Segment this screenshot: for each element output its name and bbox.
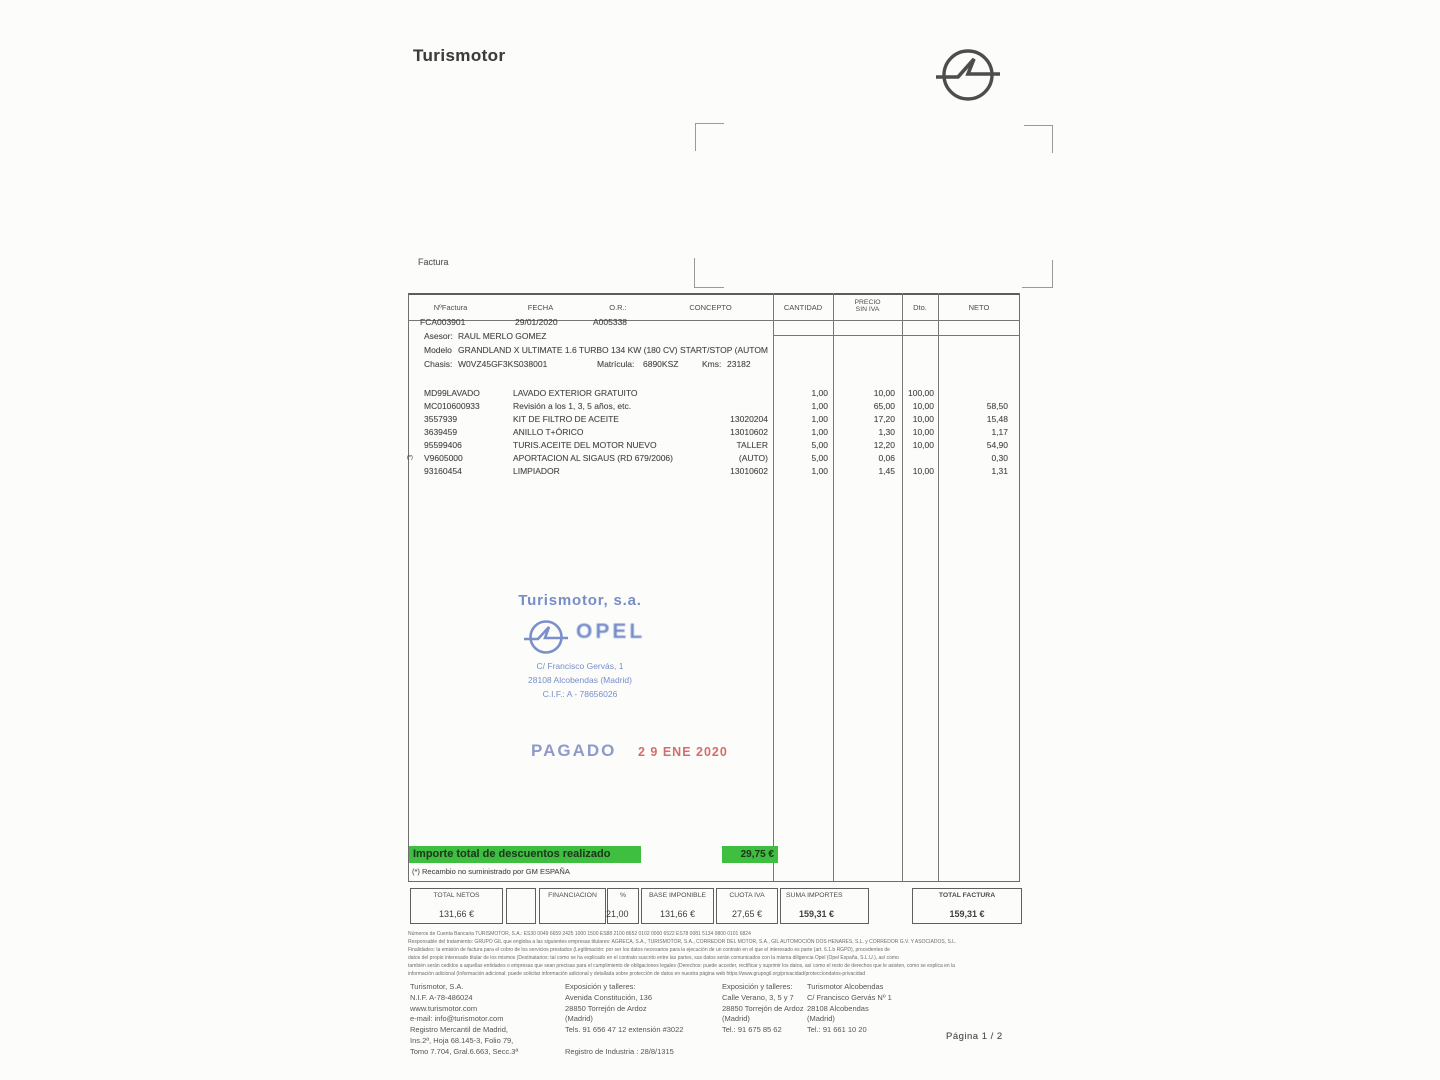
table-row — [0, 440, 1030, 452]
total-netos-value: 131,66 € — [438, 909, 475, 919]
line-desc: LAVADO EXTERIOR GRATUITO — [513, 388, 638, 398]
line-ref: 93160454 — [424, 466, 462, 476]
legal-line: Finalidades: la emisión de factura para el cobro de los servicios prestados (Legitimación: por ser los datos necesarios para la ejecución de un contrato en el que el interesado es parte (art. 6.1.b RGPD), procedentes de — [408, 947, 890, 953]
line-code: 13020204 — [730, 414, 768, 424]
line-discount: 10,00 — [912, 401, 934, 411]
empty-total-box — [506, 888, 536, 924]
footer-line: (Madrid) — [565, 1014, 593, 1024]
suma-importes-value: 159,31 € — [799, 909, 835, 919]
dealer-stamp-address-line1: C/ Francisco Gervás, 1 — [536, 661, 624, 671]
footer-line: 28108 Alcobendas — [807, 1003, 869, 1013]
col-header-dto: Dto. — [913, 303, 927, 312]
table-row — [0, 466, 1030, 478]
line-code: 13010602 — [730, 466, 768, 476]
line-price: 65,00 — [873, 401, 895, 411]
crop-mark-mid-left-icon — [694, 258, 724, 288]
col-header-precio-line2: SIN IVA — [855, 306, 880, 313]
col-header-fecha: FECHA — [527, 303, 554, 312]
footer-line: Registro de Industria : 28/8/1315 — [565, 1046, 674, 1056]
line-ref: MD99LAVADO — [424, 388, 480, 398]
line-price: 1,30 — [878, 427, 895, 437]
line-discount: 10,00 — [912, 427, 934, 437]
col-header-num-factura: NºFactura — [433, 303, 468, 312]
line-desc: KIT DE FILTRO DE ACEITE — [513, 414, 619, 424]
financiacion-box — [539, 888, 606, 924]
crop-mark-top-right-icon — [1024, 125, 1053, 153]
paid-stamp-date: 2 9 ENE 2020 — [638, 745, 728, 759]
column-divider — [938, 293, 939, 882]
footer-line: Exposición y talleres: — [565, 982, 636, 991]
line-price: 1,45 — [878, 466, 895, 476]
financiacion-label: FINANCIACION — [548, 892, 597, 899]
line-net: 54,90 — [986, 440, 1008, 450]
table-row — [0, 401, 1030, 413]
suma-importes-box — [780, 888, 869, 924]
chassis-label: Chasis: — [424, 359, 453, 369]
cuota-iva-label: CUOTA IVA — [729, 892, 765, 899]
footer-phone: Tel.: 91 675 85 62 — [722, 1025, 782, 1035]
line-discount: 100,00 — [908, 388, 934, 398]
crop-mark-mid-right-icon — [1022, 260, 1053, 288]
model-row — [0, 345, 1030, 357]
col-header-cantidad: CANTIDAD — [783, 303, 823, 312]
col-header-precio-line1: PRECIO — [854, 299, 881, 306]
col-header-neto: NETO — [968, 303, 990, 312]
legal-line: Responsable del tratamiento: GRUPO GIL que engloba a las siguientes empresas titulares: AGRECA, S.A., TURISMOTOR, S.A., CORREDOR DEL MOTOR, S.A., GIL AUTOMOCIÓN DOS HENARES, S.L. y CORREDOR G.V. Y ASOCIADOS, S.L. — [408, 939, 957, 945]
plate-number: 6890KSZ — [643, 359, 679, 369]
dealer-stamp-title: Turismotor, s.a. — [518, 592, 642, 609]
invoice-meta-row — [0, 317, 1030, 329]
footer-phone: Tels. 91 656 47 12 extensión #3022 — [565, 1025, 684, 1035]
advisor-label: Asesor: — [424, 331, 453, 341]
line-net: 15,48 — [986, 414, 1008, 424]
legal-line: información adicional (Información adicional: puede solicitar información adicional y detallada sobre protección de datos en nuestra página web https://www.grupogil.org/privacidad/protecciondatos-privacidad — [408, 971, 866, 977]
dealer-stamp-opel-logo-icon — [522, 616, 570, 658]
table-row — [0, 427, 1030, 439]
plate-label: Matrícula: — [597, 359, 635, 369]
footer-line: Turismotor, S.A. — [410, 982, 464, 991]
col-header-or: O.R.: — [609, 303, 627, 312]
line-desc: ANILLO T+ÓRICO — [513, 427, 584, 437]
kms-label: Kms: — [702, 359, 722, 369]
paid-stamp: PAGADO — [531, 741, 617, 760]
crop-mark-top-left-icon — [695, 123, 724, 151]
line-price: 0,06 — [878, 453, 895, 463]
footer-line: (Madrid) — [807, 1014, 835, 1024]
footer-line: Ins.2ª, Hoja 68.145-3, Folio 79, — [410, 1035, 514, 1045]
spare-part-note: (*) Recambio no suministrado por GM ESPAÑA — [412, 867, 570, 876]
footer-line: C/ Francisco Gervás Nº 1 — [807, 992, 892, 1002]
line-price: 17,20 — [873, 414, 895, 424]
line-discount: 10,00 — [912, 440, 934, 450]
footer-line: Turismotor Alcobendas — [807, 982, 884, 991]
footer-line: 28850 Torrejón de Ardoz — [722, 1003, 804, 1013]
footer-workshop1-column — [565, 982, 683, 1058]
legal-fine-print — [408, 930, 1033, 978]
line-qty: 1,00 — [811, 388, 828, 398]
column-divider — [773, 293, 774, 882]
model-label: Modelo — [424, 345, 452, 355]
footer-line: Tomo 7.704, Gral.6.663, Secc.3ª — [410, 1046, 519, 1056]
line-qty: 1,00 — [811, 466, 828, 476]
line-code: TALLER — [736, 440, 768, 450]
advisor-name: RAUL MERLO GOMEZ — [458, 331, 547, 341]
footer-line: 28850 Torrejón de Ardoz — [565, 1003, 647, 1013]
footer-line: Avenida Constitución, 136 — [565, 992, 653, 1002]
total-factura-value: 159,31 € — [949, 909, 985, 919]
footer-workshop2-column — [722, 982, 804, 1036]
line-desc: APORTACION AL SIGAUS (RD 679/2006) — [513, 453, 673, 463]
line-desc: Revisión a los 1, 3, 5 años, etc. — [513, 401, 632, 411]
line-qty: 5,00 — [811, 453, 828, 463]
line-discount: 10,00 — [912, 466, 934, 476]
invoice-date: 29/01/2020 — [515, 317, 558, 327]
line-desc: LIMPIADOR — [513, 466, 560, 476]
legal-line: Números de Cuenta Bancaria TURISMOTOR, S.A.: ES30 0049 6659 2425 1000 1500 ES88 2100 8652 0102 0000 6522 ES78 0081 5134 9800 0101 6824 — [408, 931, 751, 937]
chassis-row — [0, 359, 1030, 371]
invoice-or-number: A005338 — [593, 317, 628, 327]
col-header-precio — [833, 299, 902, 313]
invoice-number: FCA003901 — [420, 317, 466, 327]
total-factura-box — [912, 888, 1022, 924]
cuota-iva-value: 27,65 € — [731, 909, 763, 919]
cuota-iva-box — [716, 888, 778, 924]
page-number: Página 1 / 2 — [946, 1031, 1003, 1042]
table-row — [0, 453, 1030, 465]
model-name: GRANDLAND X ULTIMATE 1.6 TURBO 134 KW (180 CV) START/STOP (AUTOM — [458, 345, 769, 355]
iva-percent-value: 21,00 — [606, 909, 629, 919]
line-qty: 5,00 — [811, 440, 828, 450]
total-netos-label: TOTAL NETOS — [433, 892, 480, 899]
dealer-stamp-address-line2: 28108 Alcobendas (Madrid) — [528, 675, 632, 685]
footer-email: e-mail: info@turismotor.com — [410, 1014, 504, 1024]
line-price: 10,00 — [873, 388, 895, 398]
discount-total-label: Importe total de descuentos realizado — [413, 848, 611, 860]
footer-phone: Tel.: 91 661 10 20 — [807, 1025, 867, 1035]
footer-line: (Madrid) — [722, 1014, 750, 1024]
dealer-stamp-opel-text: OPEL — [576, 620, 646, 643]
opel-logo-icon — [934, 46, 1002, 108]
line-qty: 1,00 — [811, 427, 828, 437]
line-net: 1,31 — [991, 466, 1008, 476]
footer-line: N.I.F. A-78-486024 — [410, 992, 473, 1002]
dealer-stamp-cif: C.I.F.: A - 78656026 — [542, 689, 618, 699]
advisor-row — [0, 331, 1030, 343]
document-type-label: Factura — [418, 257, 449, 267]
chassis-number: W0VZ45GF3KS038001 — [458, 359, 548, 369]
base-imponible-label: BASE IMPONIBLE — [648, 892, 707, 899]
iva-percent-box — [607, 888, 639, 924]
base-imponible-box — [641, 888, 714, 924]
column-divider — [902, 293, 903, 882]
base-imponible-value: 131,66 € — [659, 909, 696, 919]
total-factura-label: TOTAL FACTURA — [938, 892, 996, 899]
legal-line: datos del propio interesado titular de los mismos (Destinatarios: tal como se ha explicado en el contrato suscrito entre las partes, sus datos serán comunicados con la misma diligencia Opel (Opel España, S.L.U.), así como — [408, 955, 899, 961]
line-code: 13010602 — [730, 427, 768, 437]
line-ref: 3639459 — [424, 427, 458, 437]
col-header-concepto: CONCEPTO — [689, 303, 732, 312]
line-ref: 3557939 — [424, 414, 458, 424]
line-discount: 10,00 — [912, 414, 934, 424]
line-qty: 1,00 — [811, 414, 828, 424]
line-ref: MC010600933 — [424, 401, 480, 411]
line-ref: V9605000 — [424, 453, 463, 463]
footer-line: Calle Verano, 3, 5 y 7 — [722, 992, 794, 1002]
total-netos-box — [410, 888, 503, 924]
dealer-brand-logo: Turismotor — [413, 46, 506, 65]
suma-importes-label: SUMA IMPORTES — [786, 892, 843, 899]
column-divider — [833, 293, 834, 882]
line-net: 1,17 — [991, 427, 1008, 437]
line-qty: 1,00 — [811, 401, 828, 411]
line-desc: TURIS.ACEITE DEL MOTOR NUEVO — [513, 440, 657, 450]
footer-line: Exposición y talleres: — [722, 982, 793, 991]
line-net: 58,50 — [986, 401, 1008, 411]
line-net: 0,30 — [991, 453, 1008, 463]
legal-line: también serán cedidos a aquellas entidades o empresas que sean precisas para el cumplimiento de obligaciones legales (Derechos: puede acceder, rectificar y suprimir los datos, así como el resto de derechos que le asisten, como se explica en la — [408, 963, 955, 969]
table-row — [0, 388, 1030, 400]
discount-total-value: 29,75 € — [740, 849, 774, 860]
iva-percent-label: % — [619, 892, 627, 899]
footer-alcobendas-column — [807, 982, 892, 1036]
line-mark: (*) — [407, 455, 413, 461]
footer-line — [565, 1036, 683, 1047]
line-code: (AUTO) — [738, 453, 768, 463]
line-ref: 95599406 — [424, 440, 462, 450]
invoice-table-frame — [408, 293, 1020, 882]
footer-line: Registro Mercantil de Madrid, — [410, 1025, 508, 1035]
footer-website: www.turismotor.com — [410, 1003, 478, 1013]
footer-company-column — [410, 982, 518, 1058]
kms-value: 23182 — [727, 359, 751, 369]
line-price: 12,20 — [873, 440, 895, 450]
table-row — [0, 414, 1030, 426]
